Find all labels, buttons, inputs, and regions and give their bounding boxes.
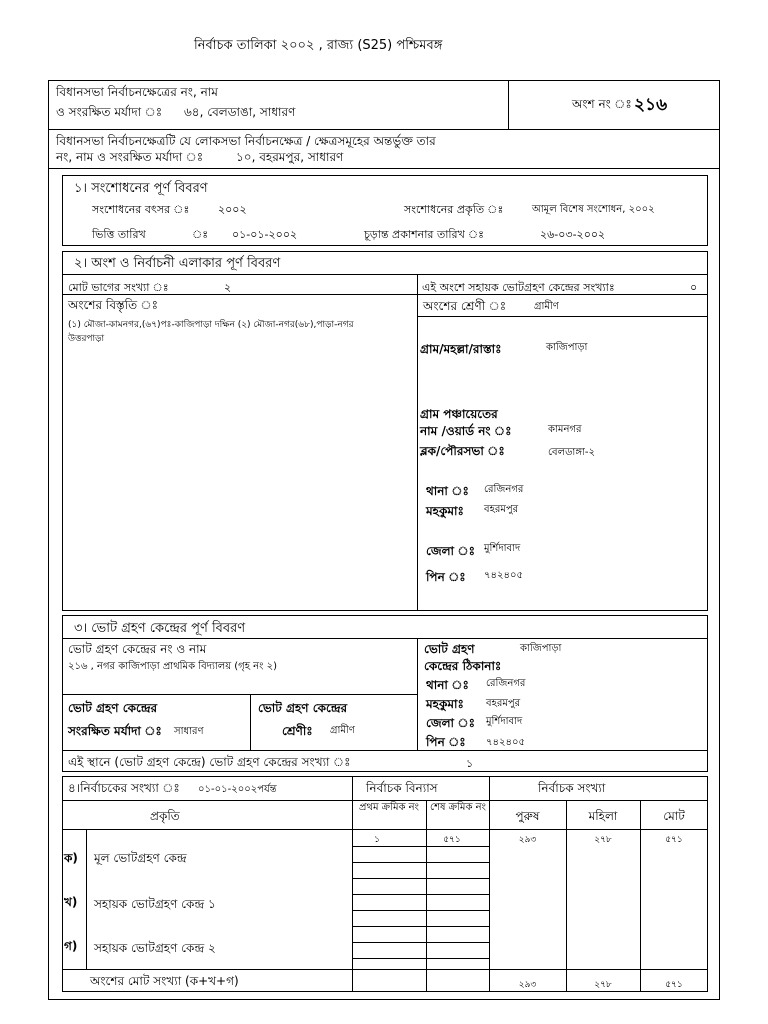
col-last-serial: শেষ ক্রমিক নং xyxy=(430,802,486,813)
col-nature: প্রকৃতি xyxy=(150,809,180,823)
base-date-separator: ঃ xyxy=(192,228,209,241)
table-rule-header xyxy=(62,800,708,801)
section2-rule xyxy=(62,274,708,275)
section3-divider xyxy=(417,638,418,750)
base-date-label: ভিত্তি তারিখ xyxy=(92,228,146,241)
serial-grid-5 xyxy=(352,910,489,911)
reserved-centre-label2: সংরক্ষিত মর্যাদা ঃ xyxy=(68,724,162,738)
section3-mid-rule xyxy=(62,694,417,695)
total-sections-label: মোট ভাগের সংখ্যা ঃ xyxy=(68,281,169,294)
grand-total-male: ২৯৩ xyxy=(518,980,537,990)
pin-value: ৭৪২৪০৫ xyxy=(484,570,523,581)
table-key-divider xyxy=(86,829,87,969)
revision-nature-value: আমূল বিশেষ সংশোধন, ২০০২ xyxy=(532,204,655,215)
thana-value: রেজিনগর xyxy=(484,484,524,495)
centre-district-label: জেলা ঃ xyxy=(426,716,475,730)
part-category-value: গ্রামীণ xyxy=(534,301,559,312)
row-label-aux-centre-1: সহায়ক ভোটগ্রহণ কেন্দ্র ১ xyxy=(94,897,216,911)
voters-count-label: ৪।নির্বাচকের সংখ্যা ঃ xyxy=(68,781,180,795)
ward-label: নাম /ওয়ার্ড নং ঃ xyxy=(420,424,512,438)
block-label: ব্লক/পৌরসভা ঃ xyxy=(420,444,505,458)
serial-grid-8 xyxy=(352,958,489,959)
constituency-label: বিধানসভা নির্বাচনক্ষেত্রের নং, নাম xyxy=(56,85,218,99)
subdivision-label: মহকুমাঃ xyxy=(426,504,464,518)
centre-thana-label: থানা ঃ xyxy=(426,678,469,692)
lok-sabha-label-line1: বিধানসভা নির্বাচনক্ষেত্রটি যে লোকসভা নির্বাচনক্ষেত্র / ক্ষেত্রসমূহের অন্তর্ভুক্ত তার xyxy=(56,134,436,148)
revision-year-value: ২০০২ xyxy=(218,203,247,216)
serial-grid-2 xyxy=(352,862,489,863)
reserved-centre-label1: ভোট গ্রহণ কেন্দ্রের xyxy=(68,701,158,715)
extent-label: অংশের বিস্তৃতি ঃ xyxy=(68,298,159,312)
district-value: মুর্শিদাবাদ xyxy=(484,543,521,554)
ward-value: কামনগর xyxy=(548,424,582,435)
centre-address-label1: ভোট গ্রহণ xyxy=(424,642,475,656)
row-key: খ) xyxy=(64,895,78,909)
row-total: ৫৭১ xyxy=(665,835,683,845)
section3-rule xyxy=(62,638,708,639)
centre-district-value: মুর্শিদাবাদ xyxy=(486,716,523,727)
district-label: জেলা ঃ xyxy=(426,544,475,558)
centre-class-value: গ্রামীণ xyxy=(330,725,355,736)
section3-bottom-rule xyxy=(62,750,708,751)
row-male: ২৯৩ xyxy=(518,835,537,845)
grand-total-label: অংশের মোট সংখ্যা (ক+খ+গ) xyxy=(90,974,239,988)
row-key: ক) xyxy=(64,851,78,865)
part-category-label: অংশের শ্রেণী ঃ xyxy=(423,299,507,313)
row-label-aux-centre-2: সহায়ক ভোটগ্রহণ কেন্দ্র ২ xyxy=(94,941,216,955)
col-total: মোট xyxy=(663,809,685,823)
section2-divider xyxy=(417,274,418,611)
centre-subdivision-value: বহরমপুর xyxy=(486,698,521,709)
grand-total-total: ৫৭১ xyxy=(665,980,683,990)
centres-here-value: ১ xyxy=(466,757,474,770)
panchayat-label: গ্রাম পঞ্চায়েতের xyxy=(420,407,498,421)
section1-heading: ১। সংশোধনের পূর্ণ বিবরণ xyxy=(74,181,208,196)
row-last-serial: ৫৭১ xyxy=(443,835,461,845)
section3-mid-divider xyxy=(250,694,251,750)
section2-rule-2 xyxy=(62,294,708,295)
centre-no-name-label: ভোট গ্রহণ কেন্দ্রের নং ও নাম xyxy=(68,642,207,656)
section2-heading: ২। অংশ ও নির্বাচনী এলাকার পূর্ণ বিবরণ xyxy=(74,256,281,271)
thana-label: থানা ঃ xyxy=(426,484,469,498)
reserved-centre-value: সাধারণ xyxy=(174,726,204,737)
centre-pin-label: পিন ঃ xyxy=(426,735,466,749)
centre-address-value: কাজিপাড়া xyxy=(520,643,562,654)
total-sections-value: ২ xyxy=(224,281,232,294)
aux-centres-value: ০ xyxy=(690,281,698,294)
centre-thana-value: রেজিনগর xyxy=(486,678,526,689)
grand-total-female: ২৭৮ xyxy=(594,980,612,990)
voter-distribution-label: নির্বাচক বিন্যাস xyxy=(366,781,438,795)
centre-class-label1: ভোট গ্রহণ কেন্দ্রের xyxy=(258,701,348,715)
centre-address-label2: কেন্দ্রের ঠিকানাঃ xyxy=(424,659,502,673)
centre-subdivision-label: মহকুমাঃ xyxy=(426,697,464,711)
extent-line2: উত্তরপাড়া xyxy=(68,334,105,344)
serial-grid-6 xyxy=(352,926,489,927)
final-publication-value: ২৬-০৩-২০০২ xyxy=(540,228,606,241)
pin-label: পিন ঃ xyxy=(426,570,466,584)
constituency-value: ৬৪, বেলডাঙা, সাধারণ xyxy=(184,105,296,119)
serial-grid-7 xyxy=(352,942,489,943)
centre-class-label2: শ্রেণীঃ xyxy=(282,724,313,738)
table-rule-total xyxy=(62,969,708,970)
aux-centres-label: এই অংশে সহায়ক ভোটগ্রহণ কেন্দ্রের সংখ্যাঃ xyxy=(422,281,615,294)
col-female: মহিলা xyxy=(588,809,618,823)
lok-sabha-value: ১০, বহরমপুর, সাধারণ xyxy=(236,150,344,164)
village-label: গ্রাম/মহল্লা/রাস্তাঃ xyxy=(420,342,502,356)
village-value: কাজিপাড়া xyxy=(546,342,588,353)
extent-line1: (১) মৌজা-কামনগর,(৬৭)পঃ-কাজিপাড়া দক্ষিন (২) মৌজা-নগর(৬৮),পাড়া-নগর xyxy=(68,320,354,330)
centres-here-label: এই স্থানে (ভোট গ্রহণ কেন্দ্রে) ভোট গ্রহণ কেন্দ্রের সংখ্যা ঃ xyxy=(68,755,351,769)
final-publication-label: চূড়ান্ত প্রকাশনার তারিখ ঃ xyxy=(364,228,485,241)
base-date-value: ০১-০১-২০০২ xyxy=(232,228,298,241)
table-female-divider xyxy=(640,800,641,992)
lok-sabha-label: নং, নাম ও সংরক্ষিত মর্যাদা ঃ xyxy=(56,150,204,164)
revision-year-label: সংশোধনের বৎসর ঃ xyxy=(92,203,190,216)
centre-pin-value: ৭৪২৪০৫ xyxy=(486,737,525,748)
table-rule-columns xyxy=(62,829,708,830)
section2-box xyxy=(62,251,708,611)
block-value: বেলডাঙ্গা-২ xyxy=(548,447,595,458)
section3-heading: ৩। ভোট গ্রহণ কেন্দ্রের পূর্ণ বিবরণ xyxy=(74,621,246,636)
table-male-divider xyxy=(566,800,567,992)
document-title: নির্বাচক তালিকা ২০০২ , রাজ্য (S25) পশ্চিমবঙ্গ xyxy=(194,38,443,53)
serial-grid-3 xyxy=(352,878,489,879)
revision-nature-label: সংশোধনের প্রকৃতি ঃ xyxy=(404,203,504,216)
row-female: ২৭৮ xyxy=(594,835,612,845)
row-key: গ) xyxy=(64,939,78,953)
part-number-label: অংশ নং ঃ xyxy=(572,97,632,111)
voter-count-header: নির্বাচক সংখ্যা xyxy=(538,781,606,795)
voters-count-date: ০১-০১-২০০২পর্যন্ত xyxy=(198,784,277,795)
row-first-serial: ১ xyxy=(374,835,380,845)
row-label-main-centre: মূল ভোটগ্রহণ কেন্দ্র xyxy=(94,851,187,865)
col-male: পুরুষ xyxy=(515,809,540,823)
header-divider xyxy=(508,80,509,130)
centre-no-name-value: ২১৬ , নগর কাজিপাড়া প্রাথমিক বিদ্যালয় (গৃহ নং ২) xyxy=(68,661,278,672)
part-number-value: ২১৬ xyxy=(634,95,668,115)
reserved-status-label: ও সংরক্ষিত মর্যাদা ঃ xyxy=(56,105,163,119)
subdivision-value: বহরমপুর xyxy=(484,504,519,515)
serial-grid-4 xyxy=(352,894,489,895)
col-first-serial: প্রথম ক্রমিক নং xyxy=(359,802,419,813)
table-serial-divider xyxy=(426,800,427,992)
